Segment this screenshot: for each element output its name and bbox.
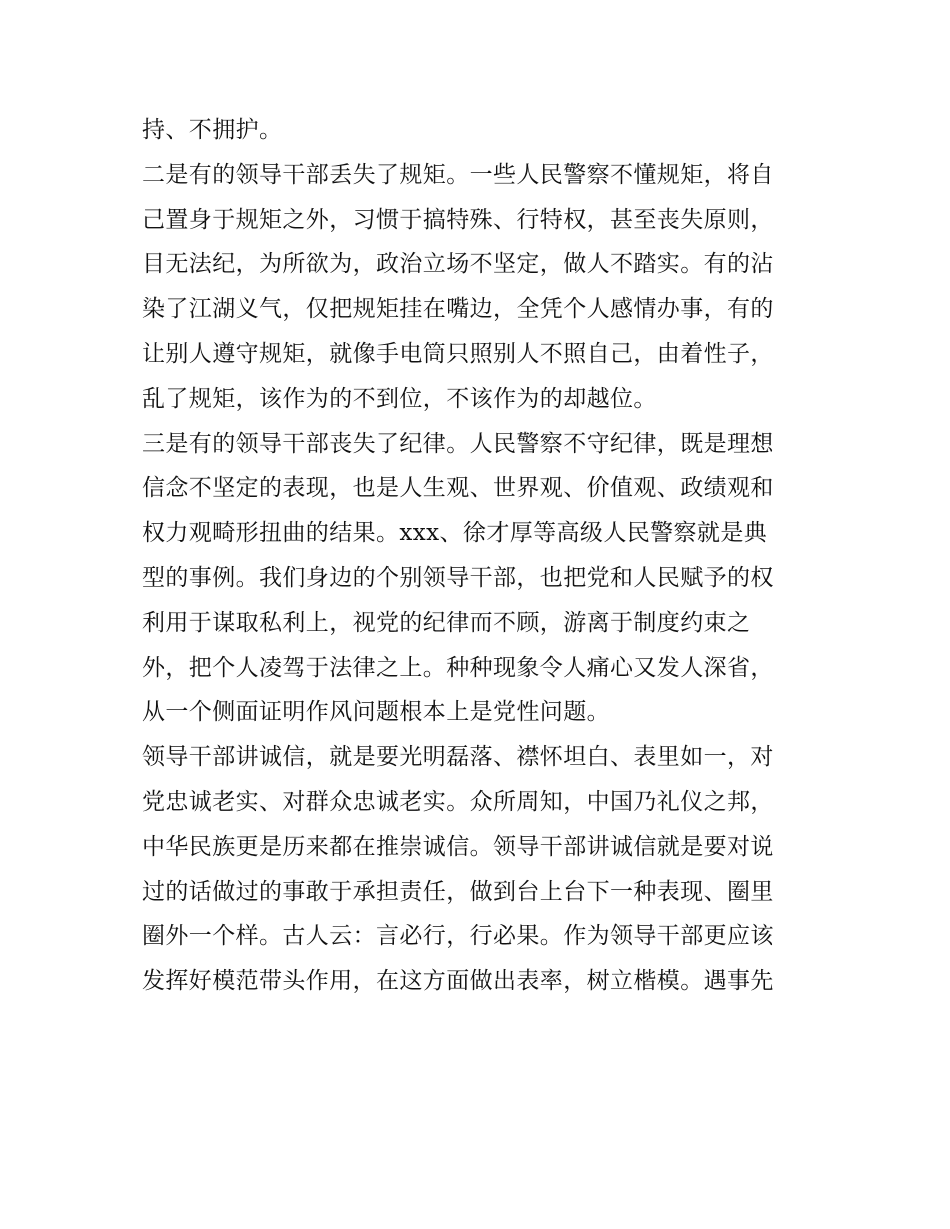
text-line: 过的话做过的事敢于承担责任，做到台上台下一种表现、圈里 [142,878,774,905]
text-line: 型的事例。我们身边的个别领导干部，也把党和人民赋予的权 [142,564,774,591]
text-line: 发挥好模范带头作用，在这方面做出表率，树立楷模。遇事先 [142,968,774,995]
text-line: 外，把个人凌驾于法律之上。种种现象令人痛心又发人深省， [142,654,774,681]
text-line: 利用于谋取私利上，视党的纪律而不顾，游离于制度约束之 [142,609,751,636]
text-line: 信念不坚定的表现，也是人生观、世界观、价值观、政绩观和 [142,475,774,502]
text-line: 党忠诚老实、对群众忠诚老实。众所周知，中国乃礼仪之邦， [142,788,774,815]
text-line: 目无法纪，为所欲为，政治立场不坚定，做人不踏实。有的沾 [142,251,774,278]
document-body [142,108,814,1004]
text-line: 三是有的领导干部丧失了纪律。人民警察不守纪律，既是理想 [142,430,774,457]
text-line: 权力观畸形扭曲的结果。xxx、徐才厚等高级人民警察就是典 [142,520,768,547]
text-line: 染了江湖义气，仅把规矩挂在嘴边，全凭个人感情办事，有的 [142,296,774,323]
text-line: 乱了规矩，该作为的不到位，不该作为的却越位。 [142,385,657,412]
text-line: 己置身于规矩之外，习惯于搞特殊、行特权，甚至丧失原则， [142,206,774,233]
text-line: 中华民族更是历来都在推崇诚信。领导干部讲诚信就是要对说 [142,833,774,860]
text-line: 持、不拥护。 [142,117,283,143]
text-line: 二是有的领导干部丢失了规矩。一些人民警察不懂规矩，将自 [142,161,774,188]
text-line: 领导干部讲诚信，就是要光明磊落、襟怀坦白、表里如一，对 [142,744,774,771]
text-line: 圈外一个样。古人云：言必行，行必果。作为领导干部更应该 [142,923,774,950]
text-line: 让别人遵守规矩，就像手电筒只照别人不照自己，由着性子， [142,340,774,367]
text-line: 从一个侧面证明作风问题根本上是党性问题。 [142,699,610,726]
